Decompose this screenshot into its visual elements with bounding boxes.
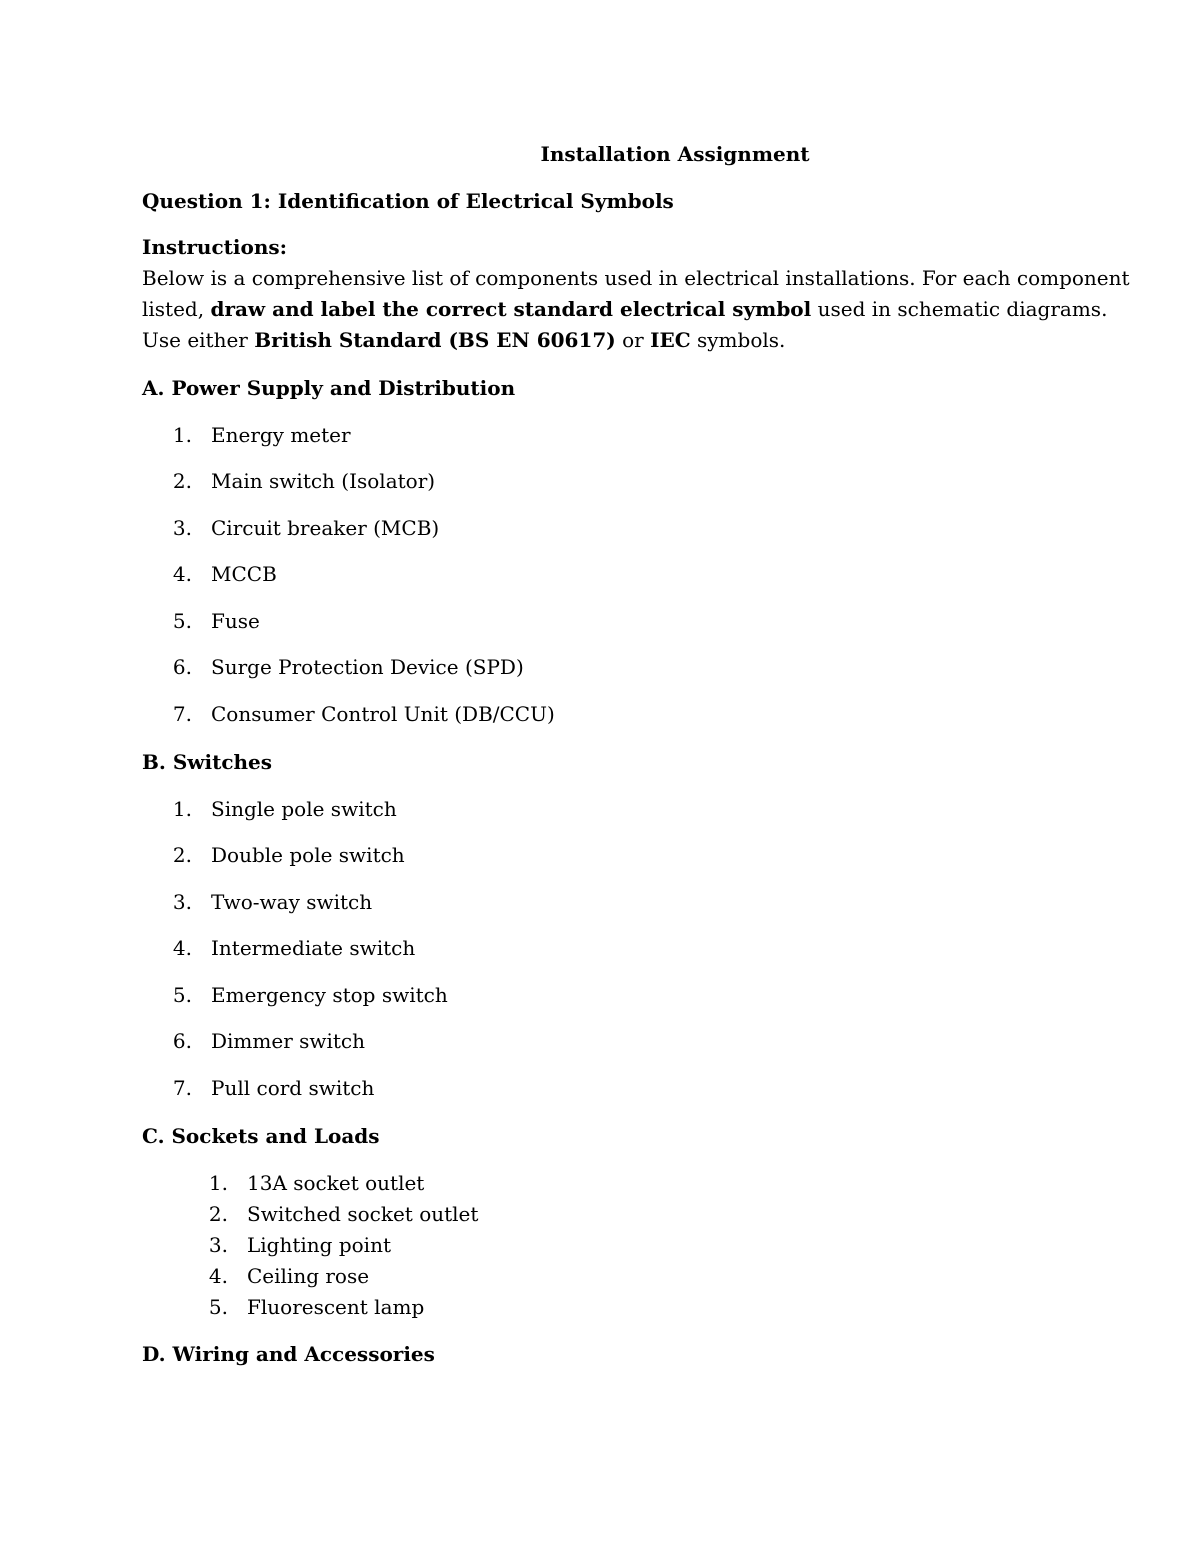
- section-heading-switches: B. Switches: [142, 750, 273, 774]
- document-title: Installation Assignment: [540, 142, 810, 166]
- section-heading-sockets-loads: C. Sockets and Loads: [142, 1124, 380, 1148]
- instructions-label: Instructions:: [142, 235, 288, 259]
- document-page: Installation Assignment Question 1: Identification of Electrical Symbols Instructions: Below is a comprehensive list of components used in electrical installations. For each component listed, draw and label the correct standard electrical symbol used in schematic diagrams. Use either British Standard (BS EN 60617) or IEC symbols. A. Power Supply and Distribution 1. Energy meter 2. Main switch (Isolator) 3. Circuit breaker (MCB) 4. MCCB 5. Fuse 6. Surge Protection Device (SPD) 7. Consumer Control Unit (DB/CCU) B. Switches 1. Single pole switch 2. Double pole switch 3. Two-way switch 4. Intermediate switch 5. Emergency stop switch 6. Dimmer switch 7. Pull cord switch C. Sockets and Loads 1. 13A socket outlet 2. Switched socket outlet 3. Lighting point 4. Ceiling rose 5. Fluorescent lamp D. Wiring and Accessories: [0, 0, 1200, 1553]
- section-heading-power-supply: A. Power Supply and Distribution: [142, 376, 516, 400]
- instructions-line-2: listed, draw and label the correct standard electrical symbol used in schematic diagrams.: [142, 297, 1108, 321]
- instructions-line-1: Below is a comprehensive list of components used in electrical installations. For each component: [142, 266, 1130, 290]
- section-heading-wiring-accessories: D. Wiring and Accessories: [142, 1342, 435, 1366]
- question-heading: Question 1: Identification of Electrical Symbols: [142, 189, 674, 213]
- instructions-line-3: Use either British Standard (BS EN 60617) or IEC symbols.: [142, 328, 786, 352]
